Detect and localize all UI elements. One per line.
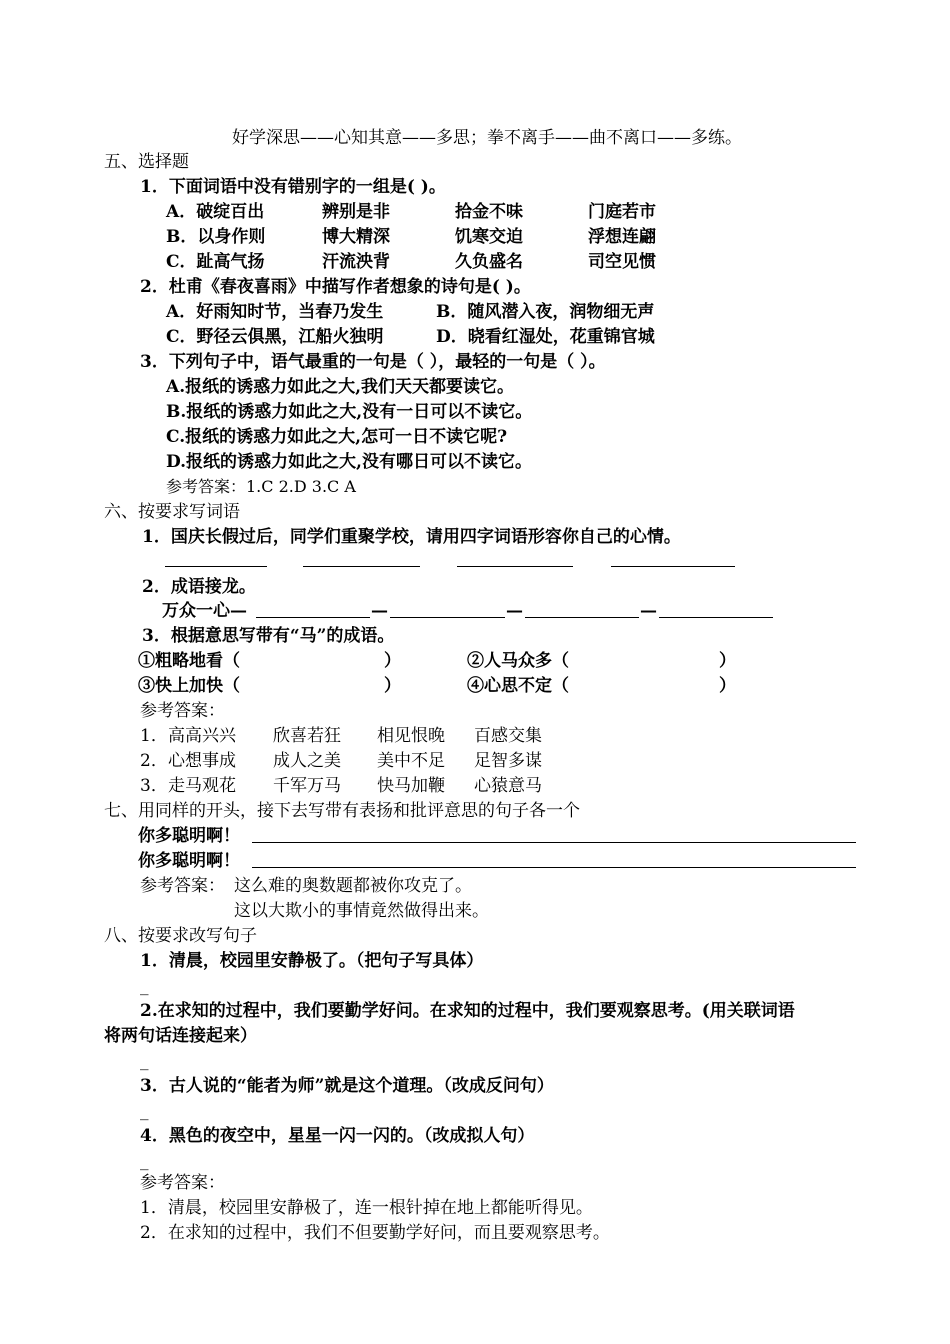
q6-1-blank-3[interactable]	[457, 566, 573, 567]
q6-2-blank-3[interactable]	[525, 617, 639, 618]
s6-answer-1-num: 1．	[140, 726, 168, 746]
s6-answer-3-word-1: 走马观花	[168, 776, 236, 796]
q7-praise-prefix: 你多聪明啊！	[138, 826, 240, 846]
q8-1-answer-blank[interactable]: _	[140, 976, 149, 996]
s6-answer-2-num: 2．	[140, 751, 168, 771]
s6-answer-3-word-4: 心猿意马	[474, 776, 542, 796]
q5-1-option-a-word-3: 拾金不味	[455, 202, 523, 222]
section-8-answer-title: 参考答案：	[140, 1173, 225, 1193]
q7-criticism-prefix: 你多聪明啊！	[138, 851, 240, 871]
q5-2-option-b: B．随风潜入夜，润物细无声	[436, 302, 655, 322]
s6-answer-3-word-2: 千军万马	[273, 776, 341, 796]
q5-1-option-a-word-4: 门庭若市	[588, 202, 656, 222]
section-5-heading: 五、选择题	[104, 152, 189, 172]
q5-1-option-a-word-2: 辨别是非	[322, 202, 390, 222]
q6-3-item-2: ②人马众多（	[467, 651, 569, 671]
q6-3-item-4: ④心思不定（	[467, 676, 569, 696]
s6-answer-2-word-3: 美中不足	[377, 751, 445, 771]
q8-4-answer-blank[interactable]: _	[140, 1151, 149, 1171]
intro-line: 好学深思——心知其意——多思；拳不离手——曲不离口——多练。	[232, 128, 742, 148]
s6-answer-2-word-4: 足智多谋	[474, 751, 542, 771]
q6-1-blank-1[interactable]	[165, 566, 267, 567]
q5-3-option-b: B.报纸的诱惑力如此之大,没有一日可以不读它。	[166, 402, 533, 422]
q5-2-stem: 2．杜甫《春夜喜雨》中描写作者想象的诗句是( )。	[140, 277, 531, 297]
q5-3-stem: 3．下列句子中，语气最重的一句是（ ），最轻的一句是（ ）。	[140, 352, 606, 372]
section-6-answer-title: 参考答案：	[140, 701, 225, 721]
q6-3-item-1-close: ）	[384, 651, 401, 671]
section-7-answer-2: 这以大欺小的事情竟然做得出来。	[234, 901, 489, 921]
q8-2-stem-line-1: 2.在求知的过程中，我们要勤学好问。在求知的过程中，我们要观察思考。(用关联词语	[140, 1001, 795, 1021]
q6-1-blank-4[interactable]	[611, 566, 735, 567]
section-8-heading: 八、按要求改写句子	[104, 926, 257, 946]
q6-3-item-3: ③快上加快（	[138, 676, 240, 696]
q6-1-stem: 1．国庆长假过后，同学们重聚学校，请用四字词语形容你自己的心情。	[142, 527, 681, 547]
s6-answer-2-word-2: 成人之美	[273, 751, 341, 771]
q5-2-option-d: D．晓看红湿处，花重锦官城	[436, 327, 655, 347]
q8-3-answer-blank[interactable]: _	[140, 1101, 149, 1121]
q5-2-option-a: A．好雨知时节，当春乃发生	[166, 302, 384, 322]
q5-1-option-b-word-4: 浮想连翩	[588, 227, 656, 247]
section-7-answer-1: 这么难的奥数题都被你攻克了。	[234, 876, 472, 896]
s6-answer-3-word-3: 快马加鞭	[377, 776, 445, 796]
q5-2-option-c: C．野径云俱黑，江船火独明	[166, 327, 384, 347]
q6-3-item-1: ①粗略地看（	[138, 651, 240, 671]
q6-3-item-3-close: ）	[384, 676, 401, 696]
q6-2-start-idiom: 万众一心—	[162, 601, 247, 621]
q7-criticism-blank[interactable]	[252, 867, 856, 868]
q8-4-stem: 4．黑色的夜空中，星星一闪一闪的。（改成拟人句）	[140, 1126, 535, 1146]
section-6-heading: 六、按要求写词语	[104, 502, 240, 522]
q6-2-dash-1: —	[371, 601, 388, 621]
s6-answer-1-word-4: 百感交集	[474, 726, 542, 746]
q8-1-stem: 1．清晨，校园里安静极了。（把句子写具体）	[140, 951, 484, 971]
q6-3-item-2-close: ）	[719, 651, 736, 671]
q5-1-option-c-word-2: 汗流泱背	[322, 252, 390, 272]
q6-2-stem: 2．成语接龙。	[142, 577, 256, 597]
q5-3-option-d: D.报纸的诱惑力如此之大,没有哪日可以不读它。	[166, 452, 532, 472]
q6-2-dash-3: —	[640, 601, 657, 621]
s6-answer-3-num: 3．	[140, 776, 168, 796]
q5-1-option-a: A．破绽百出	[166, 202, 265, 222]
section-7-heading: 七、用同样的开头，接下去写带有表扬和批评意思的句子各一个	[104, 801, 580, 821]
section-5-answer: 参考答案：1.C 2.D 3.C A	[166, 477, 356, 496]
q5-3-option-a: A.报纸的诱惑力如此之大,我们天天都要读它。	[166, 377, 515, 397]
s6-answer-2-word-1: 心想事成	[168, 751, 236, 771]
q6-2-blank-2[interactable]	[390, 617, 505, 618]
q8-2-answer-blank[interactable]: _	[140, 1051, 149, 1071]
q6-1-blank-2[interactable]	[303, 566, 420, 567]
section-8-answer-1: 1．清晨，校园里安静极了，连一根针掉在地上都能听得见。	[140, 1198, 593, 1218]
q8-2-stem-line-2: 将两句话连接起来）	[104, 1026, 257, 1046]
q5-1-stem: 1．下面词语中没有错别字的一组是( )。	[140, 177, 446, 197]
s6-answer-1-word-1: 高高兴兴	[168, 726, 236, 746]
q6-3-stem: 3．根据意思写带有“马”的成语。	[142, 626, 395, 646]
q5-1-option-c: C．趾高气扬	[166, 252, 265, 272]
q6-2-blank-1[interactable]	[256, 617, 370, 618]
q6-3-item-4-close: ）	[719, 676, 736, 696]
q5-1-option-b: B．以身作则	[166, 227, 266, 247]
q6-2-blank-4[interactable]	[659, 617, 773, 618]
q6-2-dash-2: —	[506, 601, 523, 621]
q5-3-option-c: C.报纸的诱惑力如此之大,怎可一日不读它呢?	[166, 427, 508, 447]
q5-1-option-c-word-3: 久负盛名	[455, 252, 523, 272]
q5-1-option-b-word-2: 博大精深	[322, 227, 390, 247]
s6-answer-1-word-2: 欣喜若狂	[273, 726, 341, 746]
q5-1-option-c-word-4: 司空见惯	[588, 252, 656, 272]
q5-1-option-b-word-3: 饥寒交迫	[455, 227, 523, 247]
section-7-answer-label: 参考答案：	[140, 876, 225, 896]
q8-3-stem: 3．古人说的“能者为师”就是这个道理。（改成反问句）	[140, 1076, 554, 1096]
s6-answer-1-word-3: 相见恨晚	[377, 726, 445, 746]
section-8-answer-2: 2．在求知的过程中，我们不但要勤学好问，而且要观察思考。	[140, 1223, 610, 1243]
q7-praise-blank[interactable]	[252, 842, 856, 843]
